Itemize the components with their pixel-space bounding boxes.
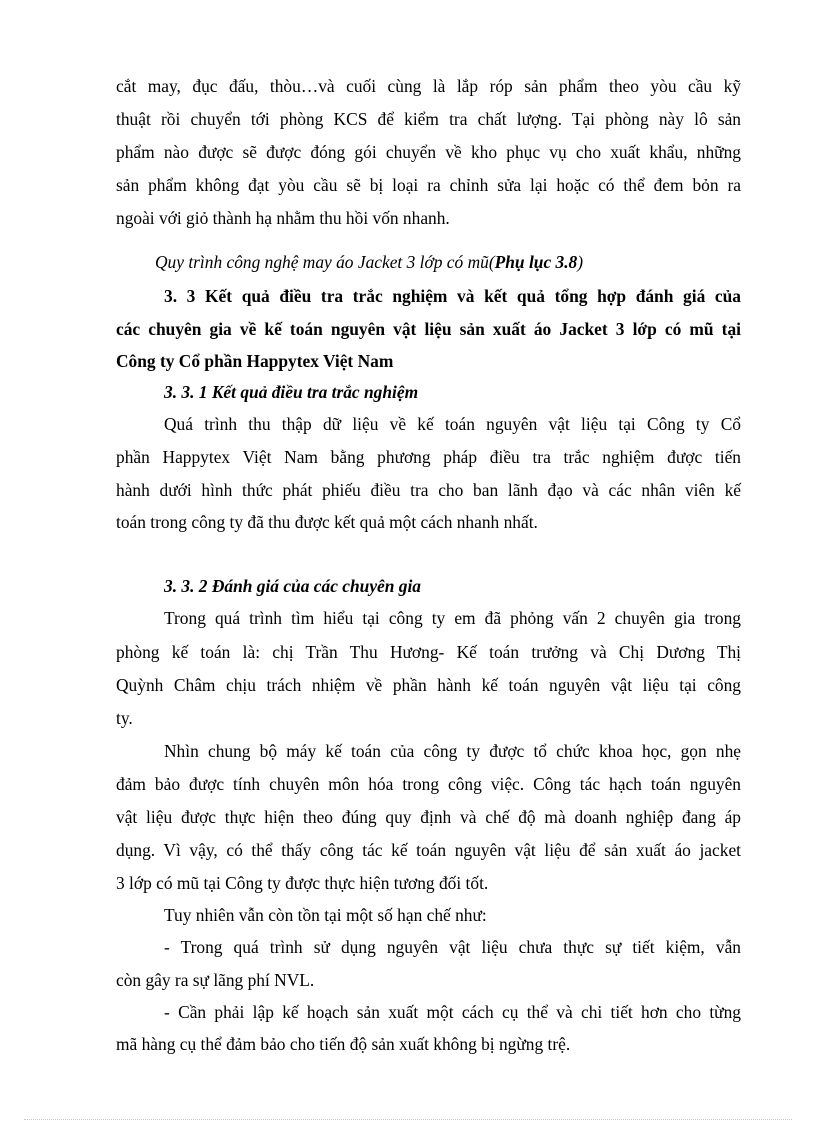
paragraph-line: Quá trình thu thập dữ liệu về kế toán nguyên vật liệu tại Công ty Cổ xyxy=(164,414,741,434)
section-heading-line: Công ty Cổ phần Happytex Việt Nam xyxy=(116,351,394,371)
process-caption-text: Quy trình công nghệ may áo Jacket 3 lớp có mũ( xyxy=(155,252,495,272)
process-caption xyxy=(155,250,741,274)
process-caption-close: ) xyxy=(577,252,584,272)
paragraph-line: 3 lớp có mũ tại Công ty được thực hiện tương đối tốt. xyxy=(116,873,489,893)
paragraph-line: cắt may, đục đấu, thòu…và cuối cùng là lắp róp sản phẩm theo yòu cầu kỹ xyxy=(116,76,741,96)
section-heading-line: các chuyên gia về kế toán nguyên vật liệu sản xuất áo Jacket 3 lớp có mũ tại xyxy=(116,319,741,339)
paragraph-line: Trong quá trình tìm hiểu tại công ty em đã phỏng vấn 2 chuyên gia trong xyxy=(164,608,741,628)
bullet-line: - Trong quá trình sử dụng nguyên vật liệu chưa thực sự tiết kiệm, vẫn xyxy=(164,937,741,957)
paragraph-line: vật liệu được thực hiện theo đúng quy định và chế độ mà doanh nghiệp đang áp xyxy=(116,807,741,827)
paragraph-line: đảm bảo được tính chuyên môn hóa trong công việc. Công tác hạch toán nguyên xyxy=(116,774,741,794)
paragraph-line: hành dưới hình thức phát phiếu điều tra cho ban lãnh đạo và các nhân viên kế xyxy=(116,480,741,500)
paragraph-line: ngoài với giỏ thành hạ nhằm thu hồi vốn nhanh. xyxy=(116,208,450,228)
paragraph-line: toán trong công ty đã thu được kết quả một cách nhanh nhất. xyxy=(116,512,538,532)
paragraph-line: dụng. Vì vậy, có thể thấy công tác kế toán nguyên vật liệu để sản xuất áo jacket xyxy=(116,840,741,860)
paragraph-line: Tuy nhiên vẫn còn tồn tại một số hạn chế như: xyxy=(164,905,487,925)
paragraph-line: Nhìn chung bộ máy kế toán của công ty được tổ chức khoa học, gọn nhẹ xyxy=(164,741,741,761)
page-bottom-divider xyxy=(24,1119,792,1120)
paragraph-line: phần Happytex Việt Nam bằng phương pháp điều tra trắc nghiệm được tiến xyxy=(116,447,741,467)
paragraph-line: ty. xyxy=(116,708,133,728)
paragraph-line: thuật rồi chuyển tới phòng KCS để kiểm tra chất lượng. Tại phòng này lô sản xyxy=(116,109,741,129)
subheading-expert-evaluation: 3. 3. 2 Đánh giá của các chuyên gia xyxy=(164,576,421,596)
paragraph-line: phẩm nào được sẽ được đóng gói chuyển về kho phục vụ cho xuất khẩu, những xyxy=(116,142,741,162)
paragraph-line: sản phẩm không đạt yòu cầu sẽ bị loại ra chỉnh sửa lại hoặc có thể đem bỏn ra xyxy=(116,175,741,195)
section-heading-line: 3. 3 Kết quả điều tra trắc nghiệm và kết quả tổng hợp đánh giá của xyxy=(164,286,741,306)
bullet-line: - Cần phải lập kế hoạch sản xuất một cách cụ thể và chi tiết hơn cho từng xyxy=(164,1002,741,1022)
bullet-line: mã hàng cụ thể đảm bảo cho tiến độ sản xuất không bị ngừng trệ. xyxy=(116,1034,571,1054)
appendix-reference: Phụ lục 3.8 xyxy=(494,252,578,272)
bullet-line: còn gây ra sự lãng phí NVL. xyxy=(116,970,315,990)
paragraph-line: Quỳnh Châm chịu trách nhiệm về phần hành kế toán nguyên vật liệu tại công xyxy=(116,675,741,695)
paragraph-line: phòng kế toán là: chị Trần Thu Hương- Kế toán trưởng và Chị Dương Thị xyxy=(116,642,741,662)
subheading-survey-results: 3. 3. 1 Kết quả điều tra trắc nghiệm xyxy=(164,382,419,402)
